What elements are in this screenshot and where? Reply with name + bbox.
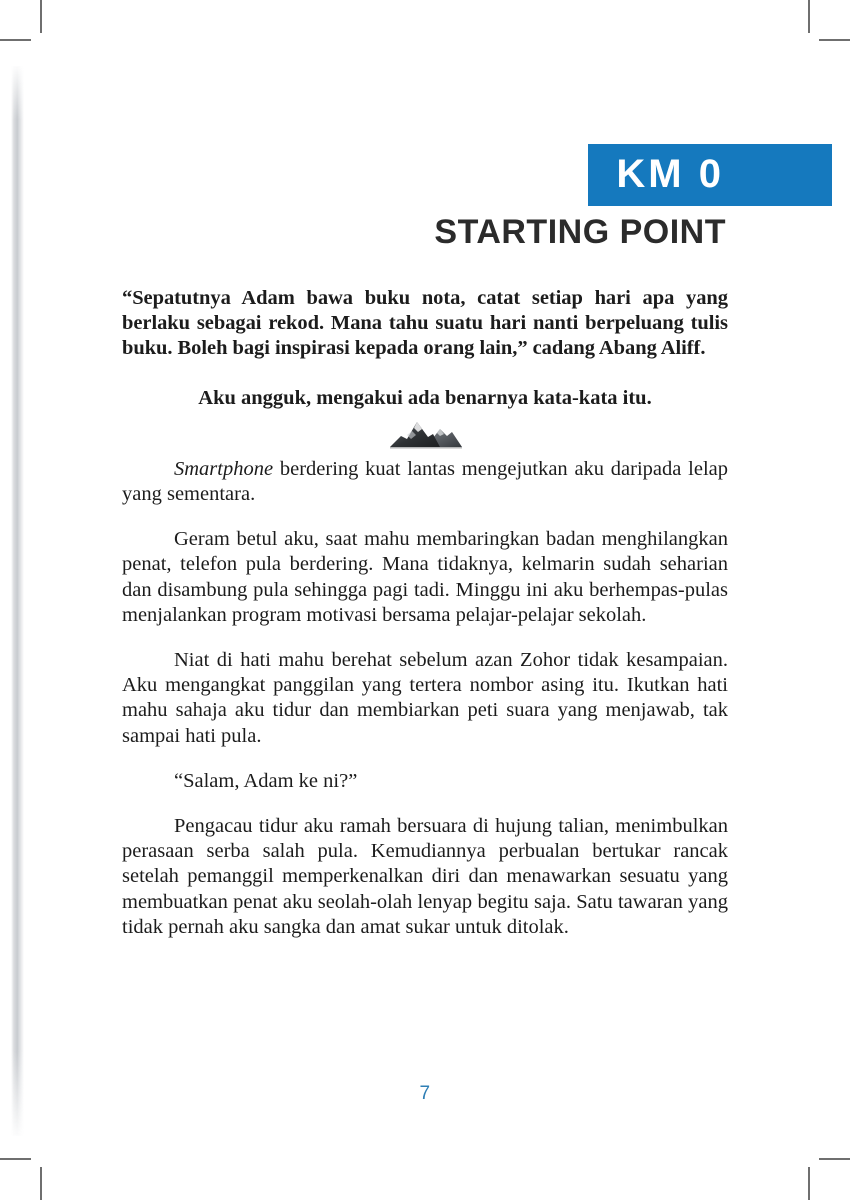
paragraph-dialogue-salam: “Salam, Adam ke ni?” <box>174 769 358 792</box>
paragraph-quote: “Sepatutnya Adam bawa buku nota, catat setiap hari apa yang berlaku sebagai rekod. Mana tahu suatu hari nanti berpeluang tulis buku. Boleh bagi inspirasi kepada orang lain,” cadang Abang Aliff. <box>122 287 728 360</box>
page-gutter-shadow <box>11 66 24 1136</box>
crop-mark-top-left-vertical <box>40 0 42 33</box>
spacer <box>122 628 728 648</box>
spacer <box>122 507 728 527</box>
spacer <box>122 794 728 814</box>
crop-mark-bottom-right-horizontal <box>819 1158 850 1160</box>
chapter-header <box>122 144 727 251</box>
paragraph-smartphone-rest: berdering kuat lantas mengejutkan aku daripada lelap yang sementara. <box>122 457 728 506</box>
km-banner-row <box>122 144 727 206</box>
paragraph-niat: Niat di hati mahu berehat sebelum azan Zohor tidak kesampaian. Aku mengangkat panggilan yang tertera nombor asing itu. Ikutkan hati mahu sahaja aku tidur dan membiarkan peti suara yang menjawab, tak sampai hati pula. <box>122 649 728 747</box>
crop-mark-bottom-left-horizontal <box>0 1158 31 1160</box>
chapter-subtitle: STARTING POINT <box>434 213 726 251</box>
crop-mark-top-left-horizontal <box>0 39 31 41</box>
italic-word-smartphone: Smartphone <box>174 457 274 480</box>
paragraph-centered-line: Aku angguk, mengakui ada benarnya kata-kata itu. <box>198 386 652 409</box>
paragraph-geram: Geram betul aku, saat mahu membaringkan badan menghilangkan penat, telefon pula berdering. Mana tidaknya, kelmarin sudah seharian dan disambung pula sehingga pagi tadi. Minggu ini aku berhempas-pulas menjalankan program motivasi bersama pelajar-pelajar sekolah. <box>122 528 728 626</box>
paragraph-smartphone <box>122 457 728 507</box>
crop-mark-top-right-vertical <box>808 0 810 33</box>
crop-mark-bottom-right-vertical <box>808 1167 810 1200</box>
crop-mark-bottom-left-vertical <box>40 1167 42 1200</box>
mountain-peaks-icon <box>122 411 728 457</box>
crop-mark-top-right-horizontal <box>819 39 850 41</box>
paragraph-pengacau: Pengacau tidur aku ramah bersuara di hujung talian, menimbulkan perasaan serba salah pula. Kemudiannya perbualan bertukar rancak setelah pemanggil memperkenalkan diri dan menawarkan sesuatu yang membuatkan penat aku seolah-olah lenyap begitu saja. Satu tawaran yang tidak pernah aku sangka dan amat sukar untuk ditolak. <box>122 815 728 938</box>
chapter-km-banner: KM 0 <box>588 144 832 206</box>
page-body <box>122 286 728 940</box>
page-number: 7 <box>419 1083 431 1104</box>
spacer <box>122 749 728 769</box>
spacer <box>122 362 728 386</box>
